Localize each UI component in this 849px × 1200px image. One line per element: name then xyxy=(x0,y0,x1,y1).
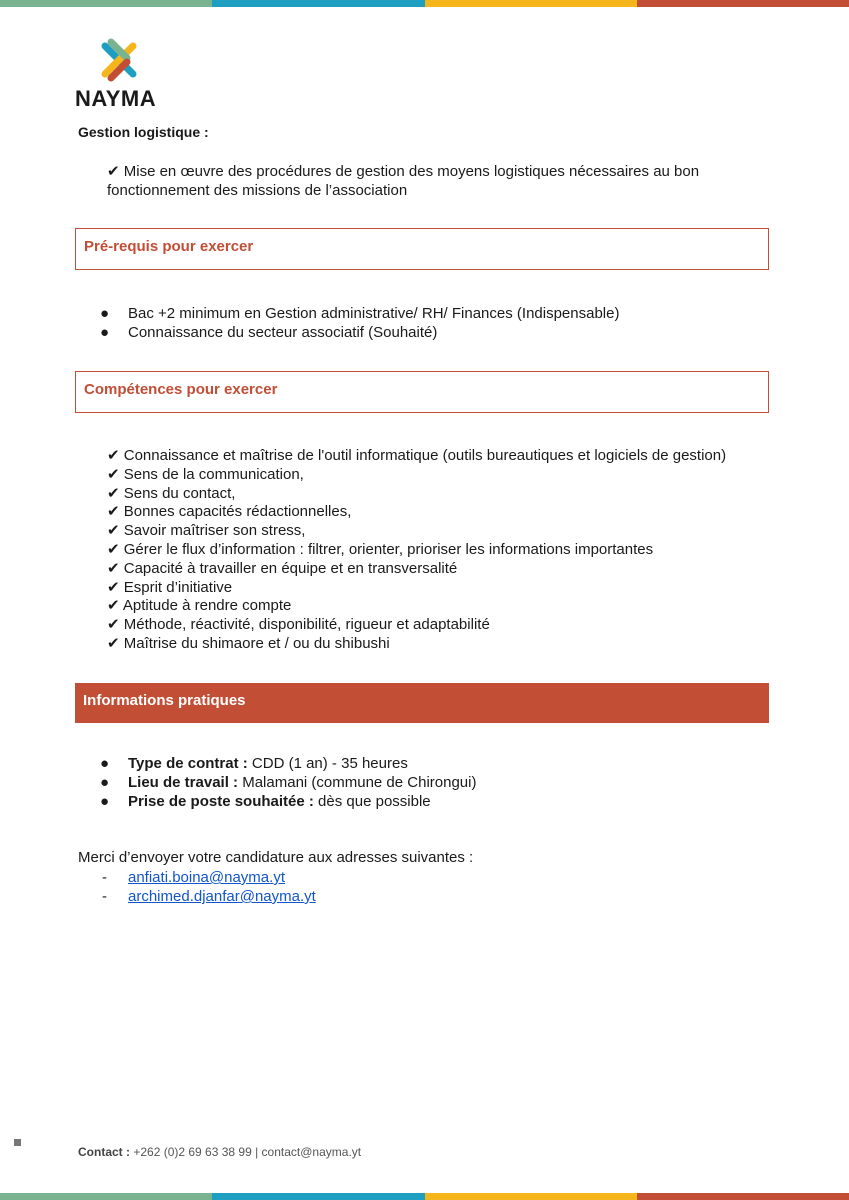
prerequis-heading-box xyxy=(75,228,769,270)
top-color-stripe xyxy=(0,0,849,7)
list-item: ● Prise de poste souhaitée : dès que possible xyxy=(100,793,431,810)
stripe-green xyxy=(0,1193,212,1200)
stripe-red xyxy=(637,1193,849,1200)
prerequis-list xyxy=(100,304,619,342)
footer-text: +262 (0)2 69 63 38 99 | contact@nayma.yt xyxy=(130,1145,362,1159)
stripe-yellow xyxy=(425,1193,637,1200)
list-item xyxy=(100,868,316,887)
stripe-blue xyxy=(212,1193,424,1200)
stripe-red xyxy=(637,0,849,7)
competences-heading-box xyxy=(75,371,769,413)
stripe-green xyxy=(0,0,212,7)
competences-list xyxy=(107,447,726,654)
bullet-icon: ● xyxy=(100,755,110,772)
list-item: ● Type de contrat : CDD (1 an) - 35 heures xyxy=(100,755,408,772)
list-item: ● Lieu de travail : Malamani (commune de Chirongui) xyxy=(100,774,477,791)
list-item: ✔ Connaissance et maîtrise de l'outil informatique (outils bureautiques et logiciels de gestion) xyxy=(107,447,727,464)
list-item xyxy=(100,887,316,906)
candidature-intro: Merci d’envoyer votre candidature aux adresses suivantes : xyxy=(78,849,474,866)
list-item: ✔ Capacité à travailler en équipe et en transversalité xyxy=(107,559,458,577)
list-item: ● Bac +2 minimum en Gestion administrative/ RH/ Finances (Indispensable) xyxy=(100,305,620,322)
list-item: ✔ Gérer le flux d’information : filtrer, orienter, prioriser les informations importantes xyxy=(107,540,654,558)
stripe-blue xyxy=(212,0,424,7)
infos-title: Informations pratiques xyxy=(83,692,246,709)
footer-contact xyxy=(78,1145,361,1159)
email-link-anfiati[interactable]: anfiati.boina@nayma.yt xyxy=(128,869,285,886)
bullet-icon: ● xyxy=(100,324,110,341)
email-list xyxy=(100,868,316,906)
check-icon: ✔ xyxy=(107,163,120,180)
list-item: ✔ Aptitude à rendre compte xyxy=(107,597,292,615)
nayma-logo-icon xyxy=(97,38,141,82)
list-item: ✔ Sens du contact, xyxy=(107,484,236,502)
list-item: ✔ Savoir maîtriser son stress, xyxy=(107,522,306,540)
prerequis-title: Pré-requis pour exercer xyxy=(84,238,254,255)
list-item: ✔ Sens de la communication, xyxy=(107,465,304,483)
bullet-icon: ● xyxy=(100,774,110,791)
infos-list xyxy=(100,754,476,811)
gestion-item xyxy=(107,162,747,200)
bottom-color-stripe xyxy=(0,1193,849,1200)
gestion-title: Gestion logistique : xyxy=(78,124,209,140)
bullet-icon: ● xyxy=(100,305,110,322)
list-item: ✔ Maîtrise du shimaore et / ou du shibushi xyxy=(107,634,390,652)
list-item: ✔ Esprit d’initiative xyxy=(107,578,233,596)
nayma-logo xyxy=(75,38,165,110)
competences-title: Compétences pour exercer xyxy=(84,381,278,398)
infos-heading-box xyxy=(75,683,769,723)
stripe-yellow xyxy=(425,0,637,7)
list-item: ✔ Méthode, réactivité, disponibilité, rigueur et adaptabilité xyxy=(107,616,490,634)
list-item: ● Connaissance du secteur associatif (Souhaité) xyxy=(100,324,438,341)
footer-label: Contact : xyxy=(78,1145,130,1159)
logo-text: NAYMA xyxy=(75,86,157,111)
email-link-archimed[interactable]: archimed.djanfar@nayma.yt xyxy=(128,888,316,905)
dash-icon: - xyxy=(102,869,107,886)
dash-icon: - xyxy=(102,888,107,905)
gestion-item-text: Mise en œuvre des procédures de gestion des moyens logistiques nécessaires au bon fonctionnement des missions de l’association xyxy=(107,163,700,199)
bullet-icon: ● xyxy=(100,793,110,810)
page-marker xyxy=(14,1139,21,1146)
list-item: ✔ Bonnes capacités rédactionnelles, xyxy=(107,503,352,521)
